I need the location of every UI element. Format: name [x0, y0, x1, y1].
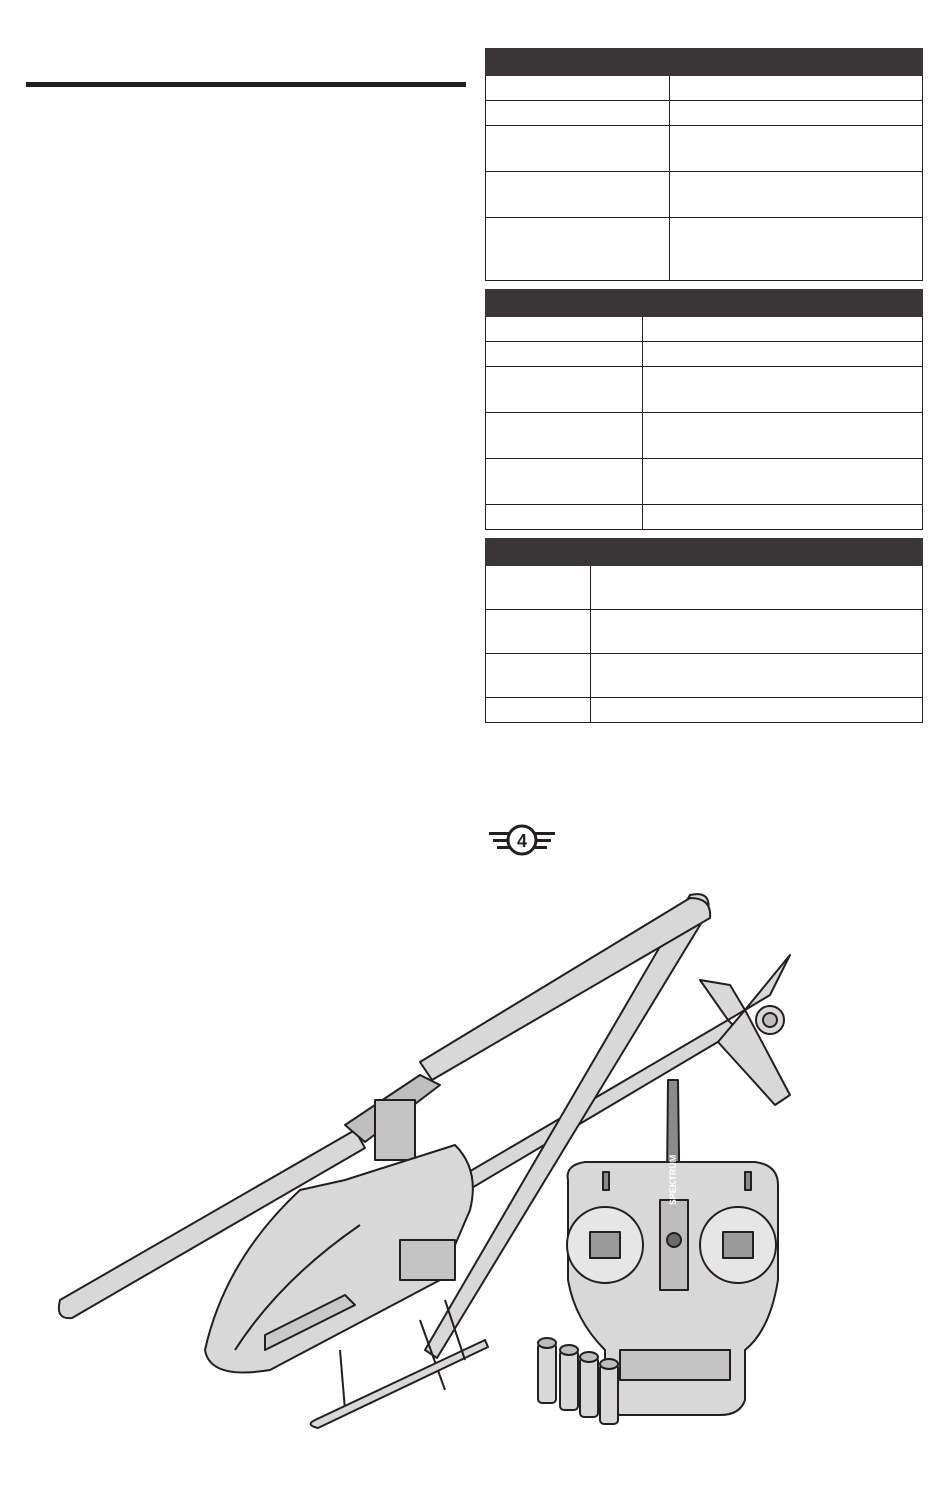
spec-table-1	[485, 48, 923, 281]
table-row	[486, 459, 923, 505]
badge-number: 4	[516, 831, 528, 851]
spec-table-2	[485, 289, 923, 530]
right-switch	[745, 1172, 751, 1190]
heading-rule	[26, 82, 466, 87]
winged-number-badge-icon	[487, 822, 557, 868]
transmitter-brand: SPEKTRUM	[668, 1154, 678, 1206]
table-row	[486, 505, 923, 530]
table-header	[486, 539, 923, 566]
table-row	[486, 367, 923, 413]
landing-skid	[311, 1340, 488, 1428]
table-row	[486, 218, 923, 281]
table-row	[486, 76, 923, 101]
table-row	[486, 317, 923, 342]
spec-table-3	[485, 538, 923, 723]
table-header	[486, 49, 923, 76]
battery-icon	[560, 1345, 578, 1410]
table-row	[486, 172, 923, 218]
battery-icon	[538, 1338, 556, 1403]
landing-gear	[340, 1320, 445, 1410]
table-row	[486, 413, 923, 459]
power-button-icon	[667, 1233, 681, 1247]
table-row	[486, 654, 923, 698]
table-row	[486, 610, 923, 654]
product-illustration	[0, 880, 950, 1489]
table-header	[486, 290, 923, 317]
table-row	[486, 342, 923, 367]
battery-icon	[600, 1359, 618, 1424]
left-switch	[603, 1172, 609, 1190]
table-row	[486, 126, 923, 172]
table-row	[486, 101, 923, 126]
battery-icon	[580, 1352, 598, 1417]
table-row	[486, 698, 923, 723]
table-row	[486, 566, 923, 610]
